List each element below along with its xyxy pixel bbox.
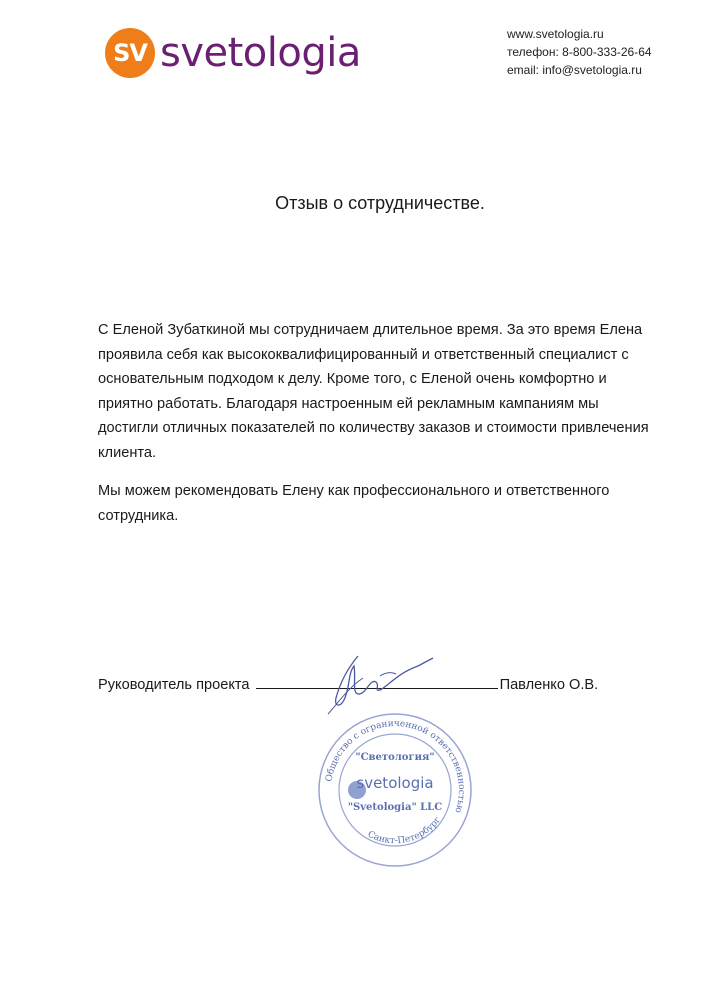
document-title: Отзыв о сотрудничестве. <box>275 193 485 213</box>
email-text: email: info@svetologia.ru <box>507 63 642 77</box>
stamp-bottom-text: "Svetologia" LLC <box>347 802 443 813</box>
website-link[interactable]: www.svetologia.ru <box>507 27 604 41</box>
stamp-ring-text: Общество с ограниченной ответственностью <box>324 718 467 814</box>
position-label: Руководитель проекта <box>98 677 250 693</box>
document-body <box>98 318 658 542</box>
handwritten-signature <box>318 648 438 718</box>
signer-name: Павленко О.В. <box>499 677 599 693</box>
logo-wordmark: svetologia <box>160 30 361 76</box>
logo-mark <box>105 28 155 78</box>
stamp-city-text: Санкт-Петербург <box>365 815 444 847</box>
logo-mark-text: SV <box>113 39 147 67</box>
company-stamp <box>315 710 475 870</box>
company-logo <box>105 26 361 80</box>
stamp-logo-word: svetologia <box>356 774 434 792</box>
stamp-top-text: "Светология" <box>355 752 435 763</box>
phone-text: телефон: 8-800-333-26-64 <box>507 45 652 59</box>
contact-block <box>507 25 652 79</box>
body-paragraph: Мы можем рекомендовать Елену как профессионального и ответственного сотрудника. <box>98 483 610 524</box>
body-paragraph: С Еленой Зубаткиной мы сотрудничаем длительное время. За это время Елена проявила себя как высококвалифицированный и ответственный специалист с основательным подходом к делу. Кроме того, с Еленой очень комфортно и приятно работать. Благодаря настроенным ей рекламным кампаниям мы достигли отличных показателей по количеству заказов и стоимости привлечения клиента. <box>98 322 649 461</box>
